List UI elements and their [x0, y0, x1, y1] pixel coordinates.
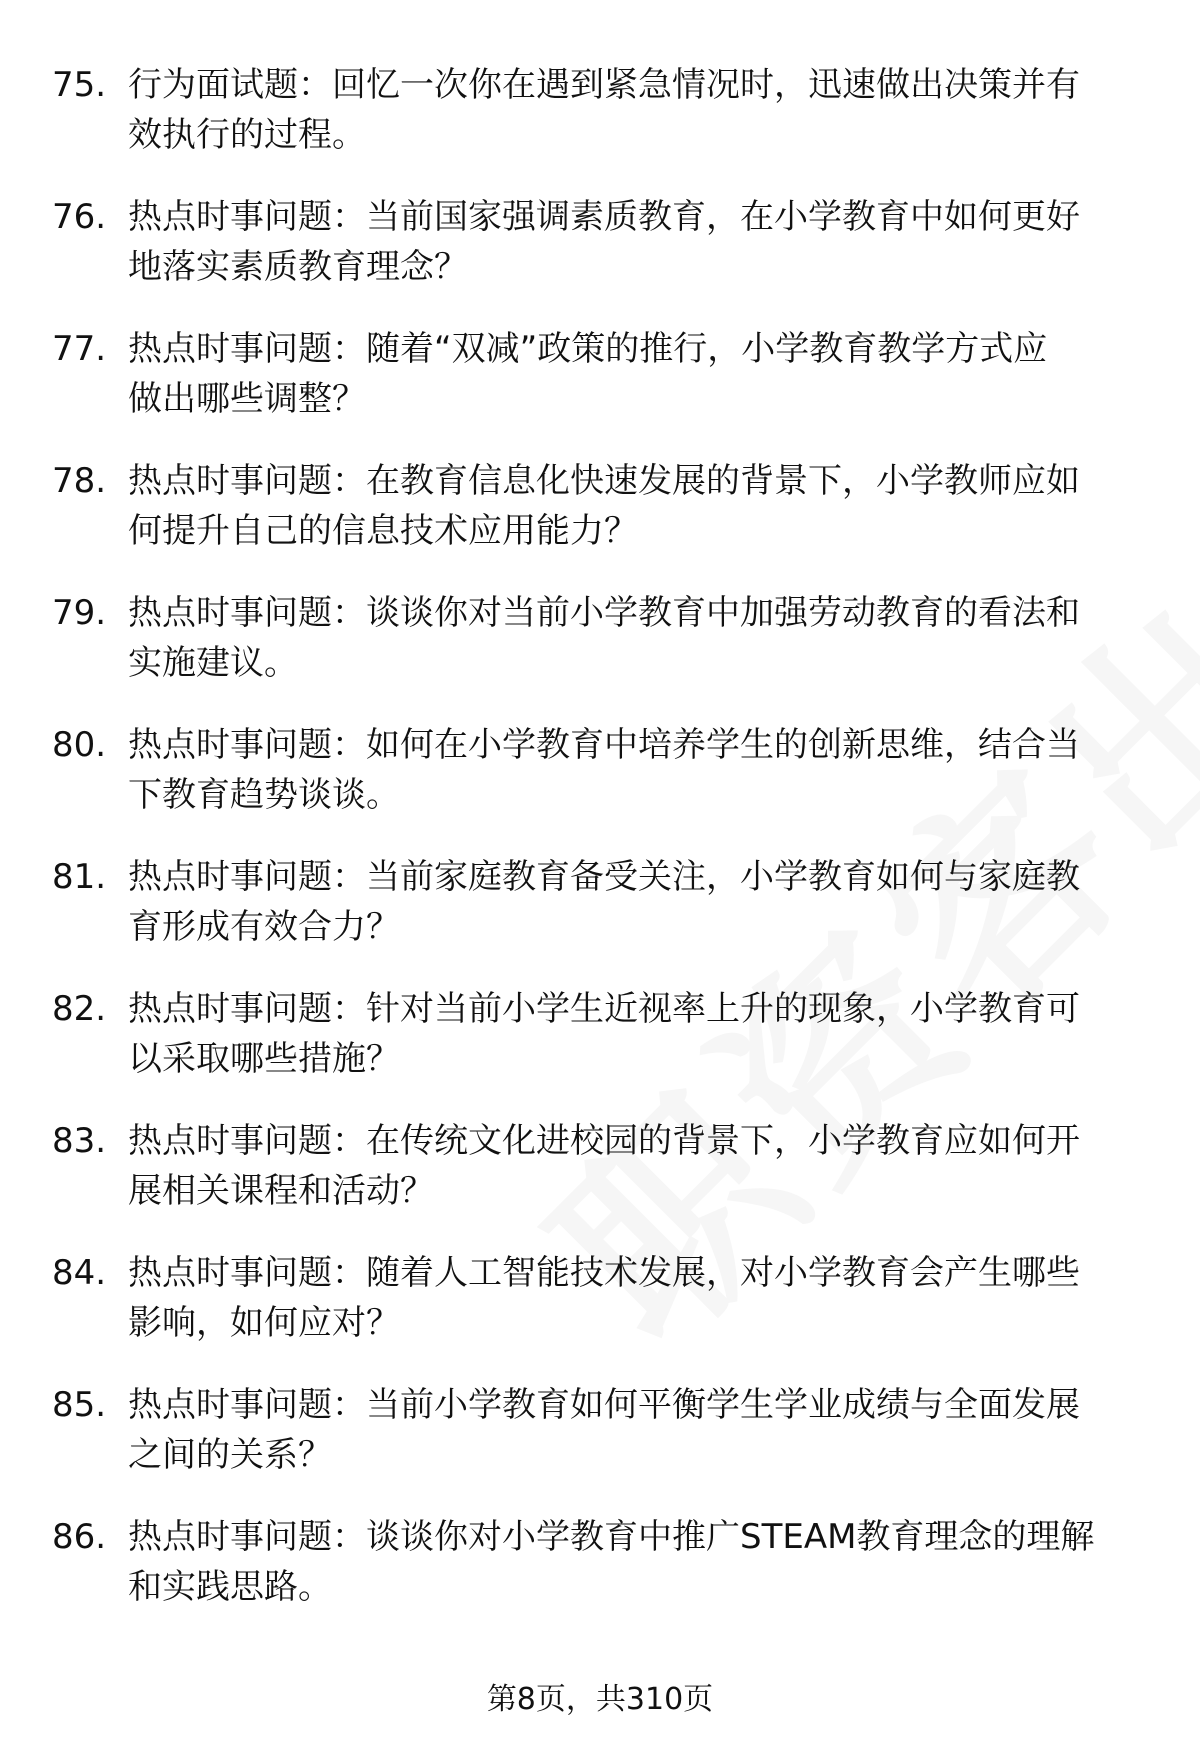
question-number: 75. — [52, 65, 107, 105]
list-item — [0, 1380, 1200, 1512]
question-list — [0, 60, 1200, 1644]
question-number: 78. — [52, 461, 107, 501]
question-number: 84. — [52, 1253, 107, 1293]
question-text: 热点时事问题：谈谈你对当前小学教育中加强劳动教育的看法和 实施建议。 — [128, 593, 1080, 683]
question-number: 86. — [52, 1517, 107, 1557]
list-item — [0, 852, 1200, 984]
list-item — [0, 192, 1200, 324]
list-item — [0, 1116, 1200, 1248]
question-number: 85. — [52, 1385, 107, 1425]
question-number: 77. — [52, 329, 107, 369]
question-text: 热点时事问题：当前小学教育如何平衡学生学业成绩与全面发展 之间的关系？ — [128, 1385, 1080, 1475]
question-text: 热点时事问题：随着人工智能技术发展，对小学教育会产生哪些 影响，如何应对？ — [128, 1253, 1080, 1343]
page-footer: 第8页，共310页 — [486, 1682, 714, 1717]
list-item — [0, 324, 1200, 456]
question-number: 82. — [52, 989, 107, 1029]
question-number: 80. — [52, 725, 107, 765]
question-number: 76. — [52, 197, 107, 237]
list-item — [0, 60, 1200, 192]
question-number: 79. — [52, 593, 107, 633]
question-text: 热点时事问题：当前家庭教育备受关注，小学教育如何与家庭教 育形成有效合力？ — [128, 857, 1080, 947]
question-text: 热点时事问题：针对当前小学生近视率上升的现象，小学教育可 以采取哪些措施？ — [128, 989, 1080, 1079]
question-number: 83. — [52, 1121, 107, 1161]
question-text: 热点时事问题：在教育信息化快速发展的背景下，小学教师应如 何提升自己的信息技术应用能力？ — [128, 461, 1080, 551]
list-item — [0, 456, 1200, 588]
question-text: 行为面试题：回忆一次你在遇到紧急情况时，迅速做出决策并有 效执行的过程。 — [128, 65, 1080, 155]
list-item — [0, 1248, 1200, 1380]
list-item — [0, 1512, 1200, 1644]
question-text: 热点时事问题：谈谈你对小学教育中推广STEAM教育理念的理解 和实践思路。 — [128, 1517, 1095, 1607]
list-item — [0, 588, 1200, 720]
question-text: 热点时事问题：当前国家强调素质教育，在小学教育中如何更好 地落实素质教育理念？ — [128, 197, 1080, 287]
question-number: 81. — [52, 857, 107, 897]
question-text: 热点时事问题：随着“双减”政策的推行，小学教育教学方式应 做出哪些调整？ — [128, 329, 1048, 419]
question-text: 热点时事问题：在传统文化进校园的背景下，小学教育应如何开 展相关课程和活动？ — [128, 1121, 1080, 1211]
list-item — [0, 984, 1200, 1116]
question-text: 热点时事问题：如何在小学教育中培养学生的创新思维，结合当 下教育趋势谈谈。 — [128, 725, 1080, 815]
list-item — [0, 720, 1200, 852]
